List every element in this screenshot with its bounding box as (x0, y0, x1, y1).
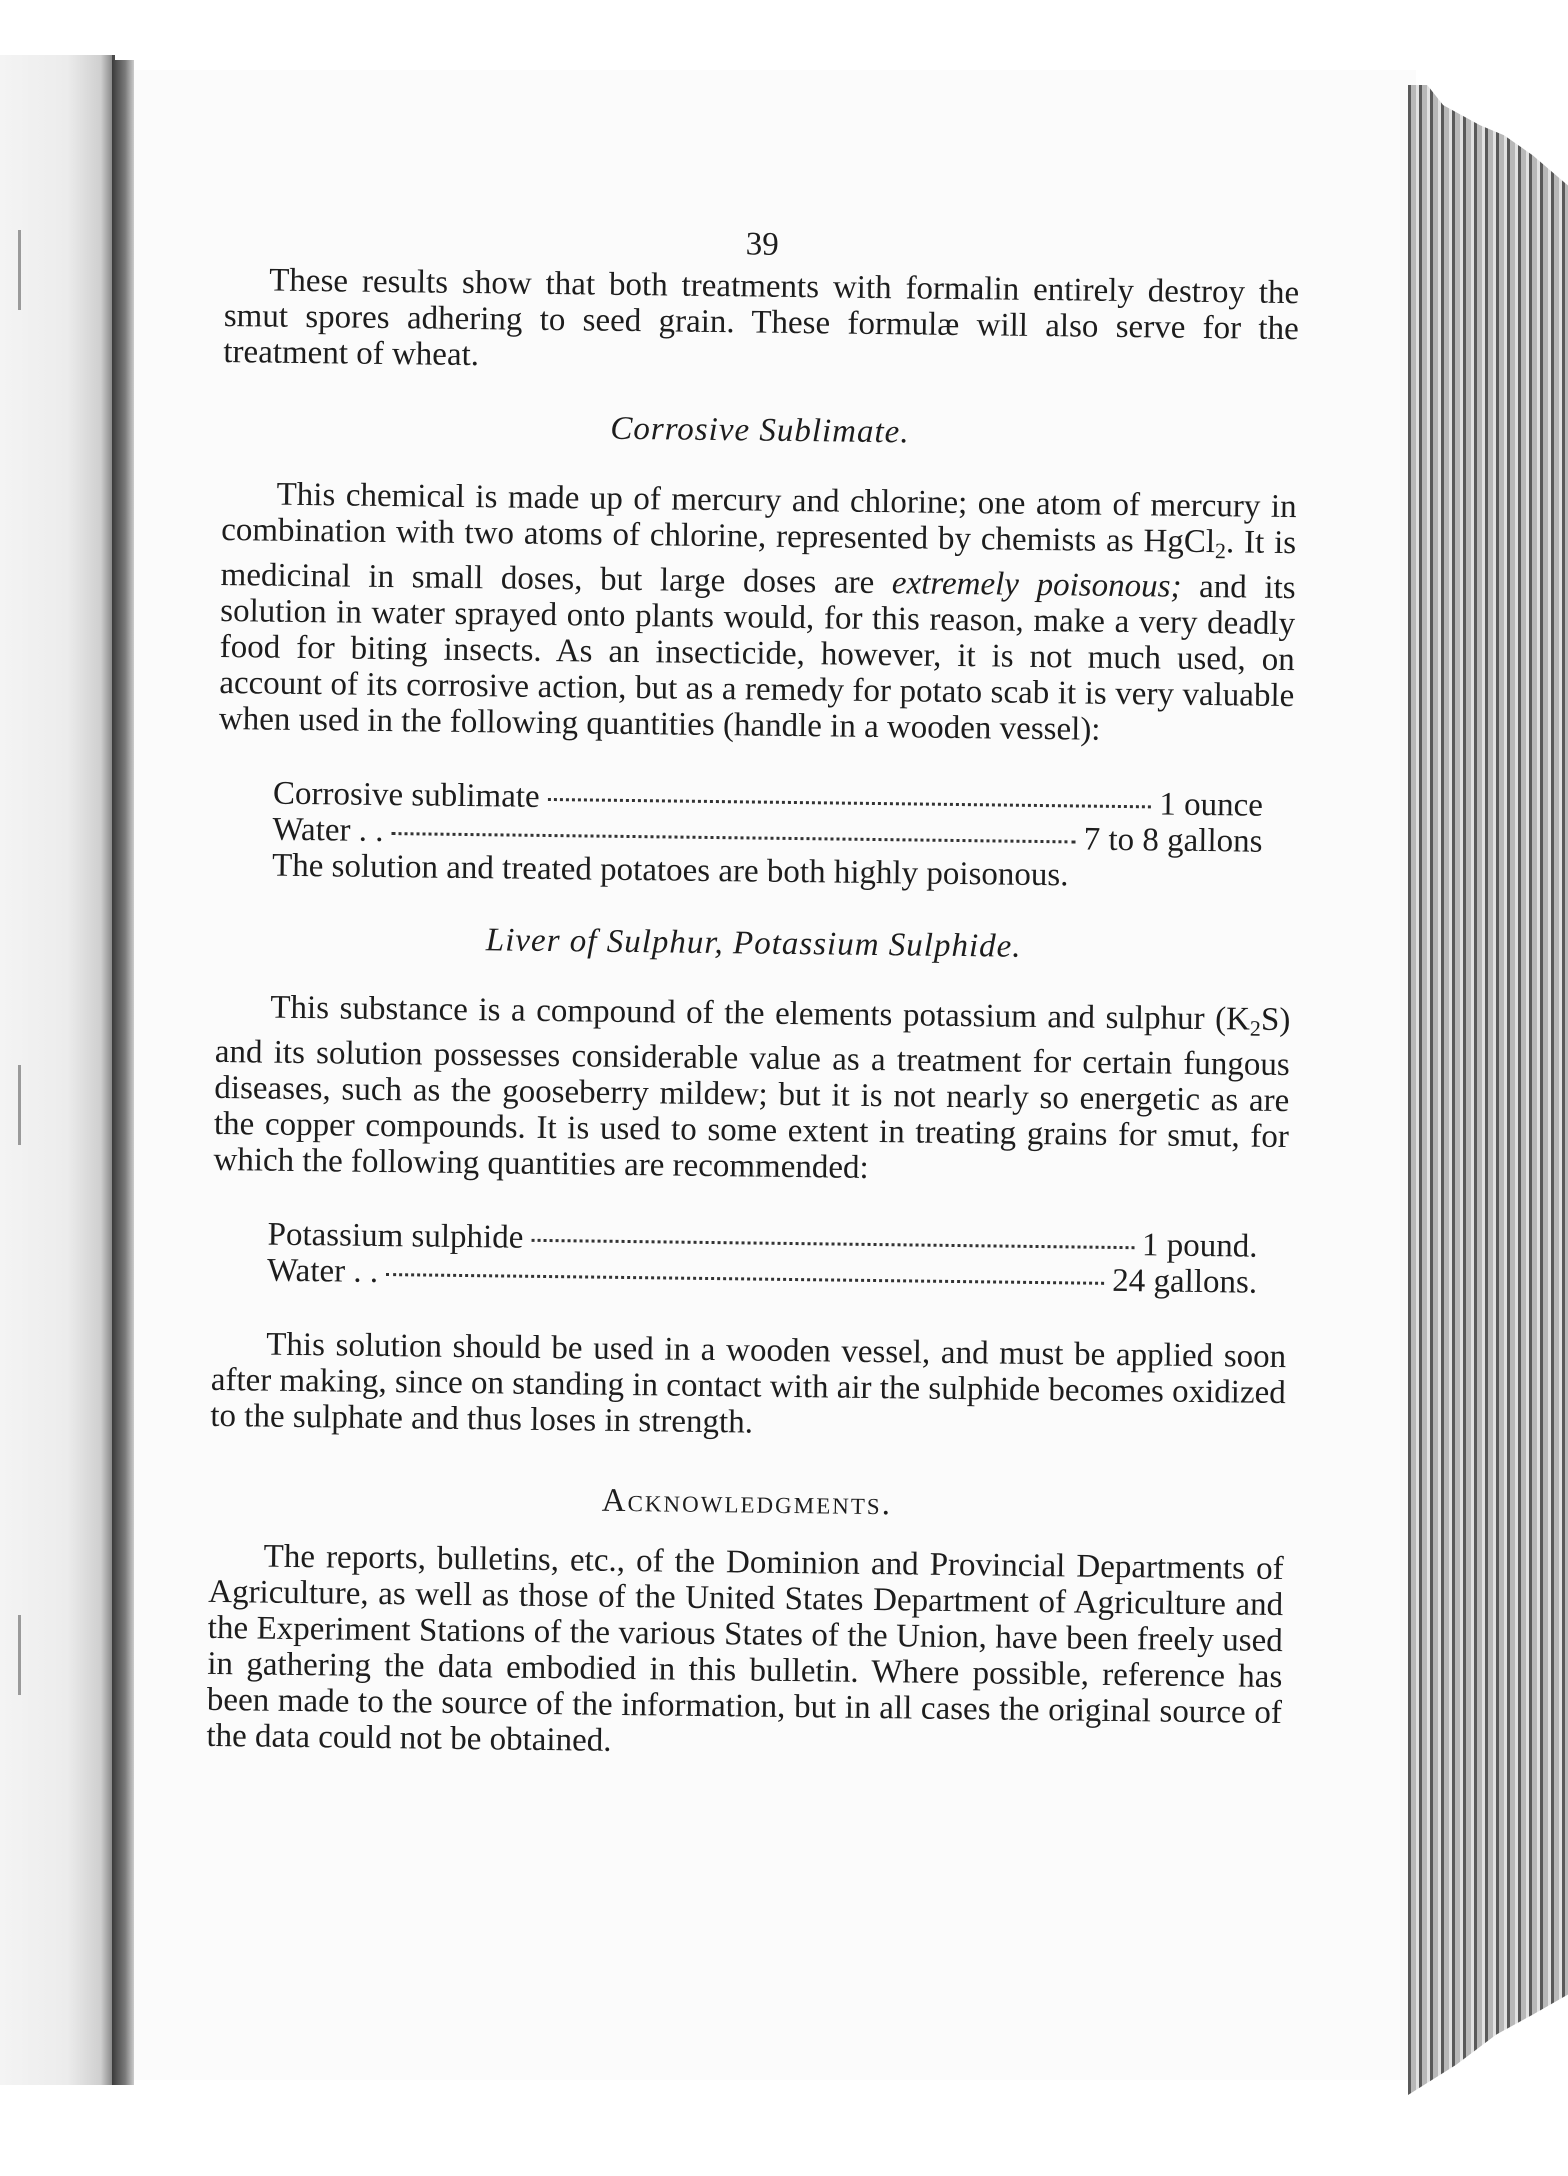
dot-leader (548, 797, 1152, 808)
recipe-amount: 1 ounce (1159, 786, 1264, 824)
corrosive-emphasis: extremely poisonous; (891, 565, 1182, 605)
corrosive-text-3: and its solution in water sprayed onto plants would, for this reason, make a very deadly food for biting insects. As an insecticide, however, it is not much used, on account of its corrosive action, but as a remedy for potato scab it is very valuable when used in the following quantities (handle in a wooden vessel): (218, 568, 1296, 748)
page-edge-mark (18, 1065, 21, 1145)
acknowledgments-paragraph: The reports, bulletins, etc., of the Dominion and Provincial Departments of Agriculture, as well as those of the United States Department of Agriculture and the Experiment Stations of the various States of the Union, have been freely used in gathering the data embodied in this bulletin. Where possible, reference has been made to the source of the information, but in all cases the original source of the data could not be obtained. (206, 1538, 1284, 1759)
recipe-item: Water . . (266, 1252, 379, 1290)
liver-text-2: S) and its solution possesses considerable value as a treatment for certain fungous diseases, such as the gooseberry mildew; but it is not nearly so energetic as are the copper compounds. It is used to some extent in treating grains for smut, for which the following quantities are recommended: (213, 1001, 1291, 1186)
recipe-item: Water . . (272, 811, 384, 849)
page-stack-edge (1408, 85, 1568, 2095)
liver-text-1: This substance is a compound of the elements potassium and sulphur (K (270, 989, 1251, 1038)
poison-note: The solution and treated potatoes are both highly poisonous. (271, 847, 1069, 894)
left-page-edge (0, 55, 115, 2085)
recipe-item: Corrosive sublimate (272, 775, 540, 815)
recipe-amount: 7 to 8 gallons (1083, 821, 1263, 860)
dot-leader (391, 831, 1075, 843)
liver-recipe (267, 1217, 1258, 1301)
page-edge-mark (18, 1615, 21, 1695)
dot-leader (531, 1238, 1134, 1249)
corrosive-sublimate-heading: Corrosive Sublimate. (610, 410, 910, 451)
corrosive-text-1: This chemical is made up of mercury and chlorine; one atom of mercury in combination with two atoms of chlorine, represented by chemists as HgCl (220, 476, 1297, 561)
corrosive-sublimate-paragraph (219, 476, 1297, 750)
liver-followup-paragraph: This solution should be used in a wooden vessel, and must be applied soon after making, since on standing in contact with air the sulphide becomes oxidized to the sulphate and thus loses in strength. (210, 1326, 1287, 1441)
book-gutter (112, 60, 134, 2085)
liver-of-sulphur-heading: Liver of Sulphur, Potassium Sulphide. (485, 922, 1022, 965)
recipe-amount: 1 pound. (1141, 1227, 1258, 1265)
page-edge-mark (18, 230, 21, 310)
acknowledgments-heading: Acknowledgments. (601, 1482, 893, 1523)
liver-of-sulphur-paragraph (213, 989, 1290, 1191)
corrosive-text-2: . It is medicinal in small doses, but large doses are (220, 524, 1297, 602)
recipe-item: Potassium sulphide (267, 1216, 524, 1256)
dot-leader (386, 1272, 1104, 1285)
page-content (206, 220, 1300, 1767)
liver-subscript: 2 (1249, 1015, 1262, 1041)
corrosive-subscript: 2 (1214, 538, 1227, 564)
intro-paragraph: These results show that both treatments with formalin entirely destroy the smut spores adhering to seed grain. These formulæ will also serve for the treatment of wheat. (223, 262, 1300, 374)
page-number: 39 (745, 226, 779, 263)
recipe-amount: 24 gallons. (1112, 1262, 1258, 1301)
corrosive-recipe (272, 776, 1263, 896)
